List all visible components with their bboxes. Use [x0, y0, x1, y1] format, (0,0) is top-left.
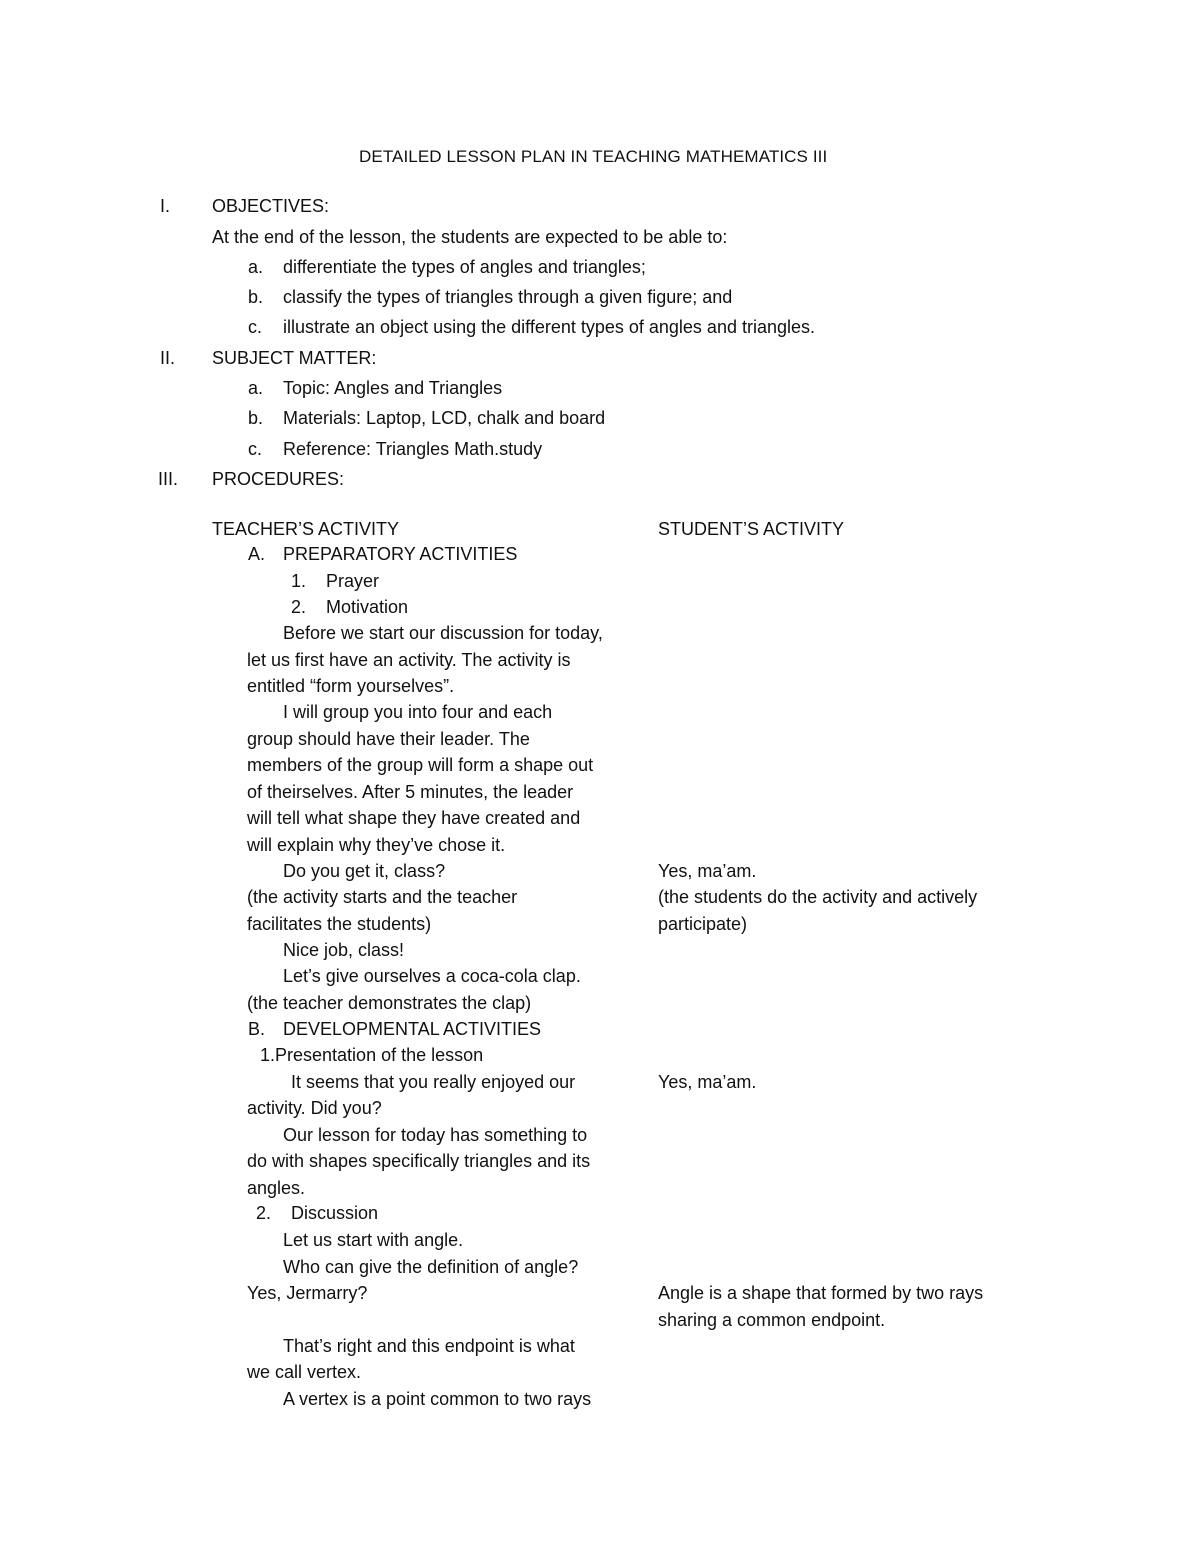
teacher-line: DEVELOPMENTAL ACTIVITIES — [283, 1019, 542, 1039]
student-line: sharing a common endpoint. — [658, 1310, 886, 1330]
teacher-line: A vertex is a point common to two rays — [283, 1389, 592, 1409]
teacher-line: Motivation — [326, 597, 409, 617]
teacher-line: group should have their leader. The — [247, 729, 530, 749]
teacher-line: That’s right and this endpoint is what — [283, 1336, 575, 1356]
teacher-line: I will group you into four and each — [283, 702, 553, 722]
teacher-line: activity. Did you? — [247, 1098, 382, 1118]
teacher-line: 1. — [291, 571, 307, 591]
objective-letter: b. — [248, 287, 264, 307]
teacher-line: facilitates the students) — [247, 914, 432, 934]
subject-item-materials: Materials: Laptop, LCD, chalk and board — [283, 408, 606, 428]
teacher-line: Nice job, class! — [283, 940, 405, 960]
teacher-line: Let’s give ourselves a coca-cola clap. — [283, 966, 581, 986]
teacher-line: will tell what shape they have created and — [247, 808, 581, 828]
teacher-line: A. — [248, 544, 266, 564]
subject-letter: c. — [248, 439, 263, 459]
subject-letter: b. — [248, 408, 264, 428]
objectives-intro: At the end of the lesson, the students are expected to be able to: — [212, 227, 728, 247]
teacher-line: It seems that you really enjoyed our — [291, 1072, 576, 1092]
objective-letter: c. — [248, 317, 263, 337]
teacher-line: Prayer — [326, 571, 380, 591]
subject-item-reference: Reference: Triangles Math.study — [283, 439, 543, 459]
student-line: Yes, ma’am. — [658, 861, 757, 881]
student-line: (the students do the activity and actively — [658, 887, 978, 907]
objective-letter: a. — [248, 257, 264, 277]
section-heading-subject-matter: SUBJECT MATTER: — [212, 348, 377, 368]
teacher-line: do with shapes specifically triangles and its — [247, 1151, 591, 1171]
objective-item: differentiate the types of angles and triangles; — [283, 257, 646, 277]
teacher-line: Discussion — [291, 1203, 379, 1223]
section-numeral-procedures: III. — [158, 469, 179, 489]
teacher-line: will explain why they’ve chose it. — [247, 835, 506, 855]
objective-item: classify the types of triangles through a given figure; and — [283, 287, 733, 307]
subject-letter: a. — [248, 378, 264, 398]
student-line: Angle is a shape that formed by two rays — [658, 1283, 984, 1303]
student-line: Yes, ma’am. — [658, 1072, 757, 1092]
teacher-line: 2. — [256, 1203, 272, 1223]
teacher-line: members of the group will form a shape out — [247, 755, 594, 775]
teacher-line: 1.Presentation of the lesson — [260, 1045, 484, 1065]
section-numeral-subject-matter: II. — [160, 348, 176, 368]
teacher-line: 2. — [291, 597, 307, 617]
teacher-line: let us first have an activity. The activity is — [247, 650, 571, 670]
teacher-line: Yes, Jermarry? — [247, 1283, 368, 1303]
teacher-line: Before we start our discussion for today, — [283, 623, 603, 643]
teacher-line: (the teacher demonstrates the clap) — [247, 993, 532, 1013]
section-heading-procedures: PROCEDURES: — [212, 469, 345, 489]
teacher-line: Let us start with angle. — [283, 1230, 464, 1250]
teacher-activity-header: TEACHER’S ACTIVITY — [212, 519, 400, 539]
teacher-line: PREPARATORY ACTIVITIES — [283, 544, 518, 564]
section-heading-objectives: OBJECTIVES: — [212, 196, 330, 216]
subject-item-topic: Topic: Angles and Triangles — [283, 378, 503, 398]
teacher-line: Our lesson for today has something to — [283, 1125, 588, 1145]
objective-item: illustrate an object using the different types of angles and triangles. — [283, 317, 816, 337]
teacher-line: angles. — [247, 1178, 306, 1198]
student-line: participate) — [658, 914, 748, 934]
teacher-line: Who can give the definition of angle? — [283, 1257, 579, 1277]
page-title: DETAILED LESSON PLAN IN TEACHING MATHEMATICS III — [359, 147, 828, 166]
student-activity-header: STUDENT’S ACTIVITY — [658, 519, 845, 539]
teacher-line: (the activity starts and the teacher — [247, 887, 518, 907]
teacher-line: B. — [248, 1019, 266, 1039]
teacher-line: Do you get it, class? — [283, 861, 446, 881]
section-numeral-objectives: I. — [160, 196, 171, 216]
teacher-line: entitled “form yourselves”. — [247, 676, 455, 696]
teacher-line: of theirselves. After 5 minutes, the leader — [247, 782, 574, 802]
teacher-line: we call vertex. — [247, 1362, 362, 1382]
